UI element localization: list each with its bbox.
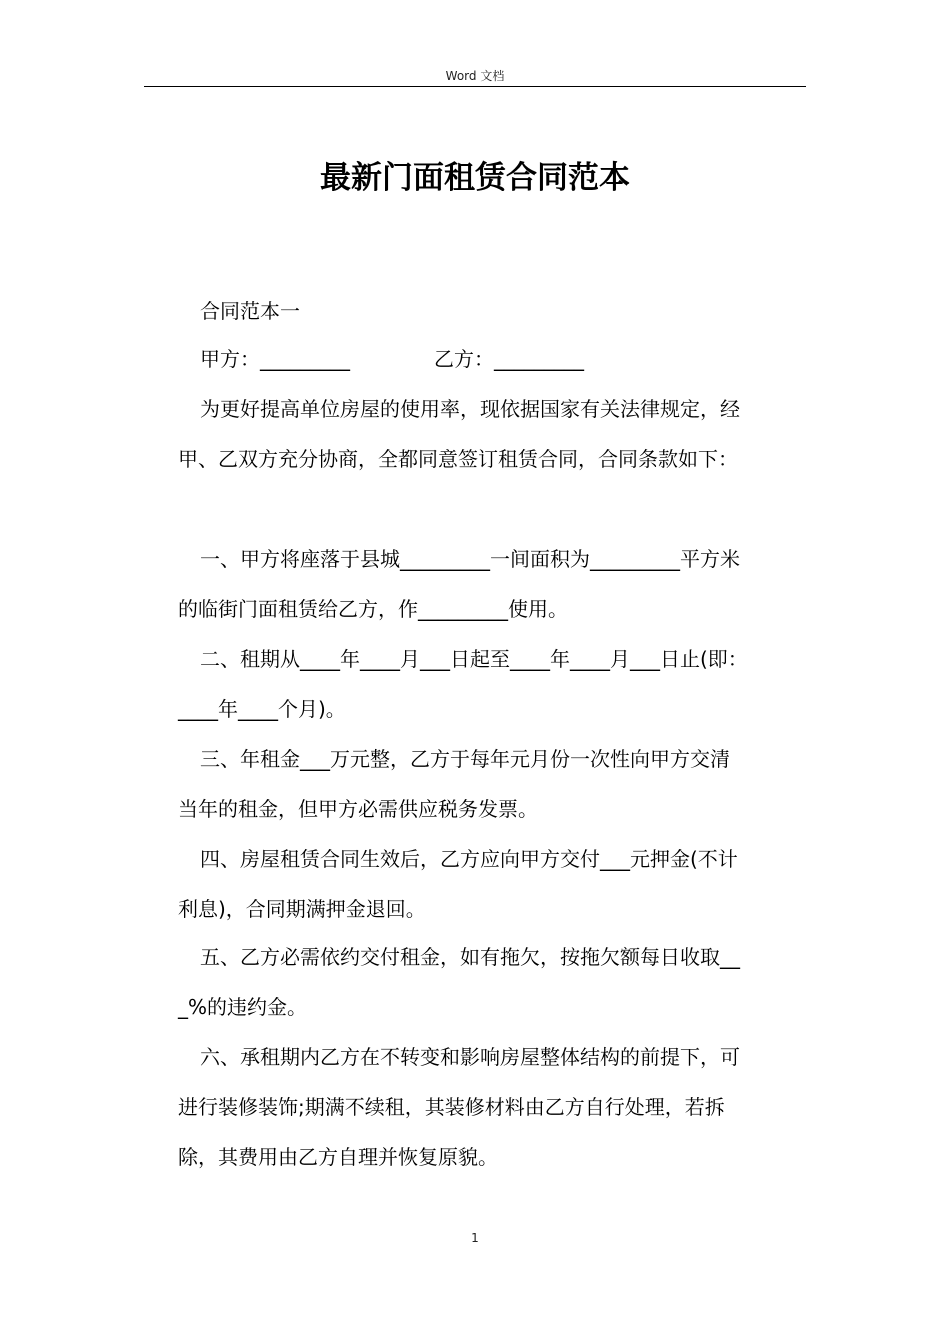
paragraph-line: 甲、乙双方充分协商，全都同意签订租赁合同，合同条款如下：: [178, 447, 738, 471]
parties-line: [178, 334, 806, 384]
document-title: 最新门面租赁合同范本: [320, 160, 630, 196]
page-header: Word 文档: [445, 69, 505, 83]
clause-6-line: 进行装修装饰;期满不续租，其装修材料由乙方自行处理，若拆: [178, 1095, 725, 1119]
clause-3-line: 当年的租金，但甲方必需供应税务发票。: [178, 797, 538, 821]
clause-6-line: 除，其费用由乙方自理并恢复原貌。: [178, 1145, 498, 1169]
section-heading: 合同范本一: [200, 299, 300, 323]
clause-5-line: _%的违约金。: [178, 995, 308, 1019]
clause-1-line: 的临街门面租赁给乙方，作_________使用。: [178, 597, 568, 621]
page-number: 1: [471, 1231, 479, 1245]
clause-1-line: 一、甲方将座落于县城_________一间面积为_________平方米: [200, 547, 740, 571]
party-a-field: 甲方：_________: [200, 347, 350, 371]
header-divider: [144, 86, 806, 87]
clause-4-line: 四、房屋租赁合同生效后，乙方应向甲方交付___元押金(不计: [200, 847, 738, 871]
clause-2-line: ____年____个月)。: [178, 697, 346, 721]
clause-4-line: 利息)，合同期满押金退回。: [178, 897, 426, 921]
clause-5-line: 五、乙方必需依约交付租金，如有拖欠，按拖欠额每日收取__: [200, 945, 740, 969]
party-b-field: 乙方：_________: [434, 347, 584, 371]
clause-2-line: 二、租期从____年____月___日起至____年____月___日止(即：: [200, 647, 748, 671]
paragraph-line: 为更好提高单位房屋的使用率，现依据国家有关法律规定，经: [200, 397, 740, 421]
clause-3-line: 三、年租金___万元整，乙方于每年元月份一次性向甲方交清: [200, 747, 730, 771]
clause-6-line: 六、承租期内乙方在不转变和影响房屋整体结构的前提下，可: [200, 1045, 740, 1069]
